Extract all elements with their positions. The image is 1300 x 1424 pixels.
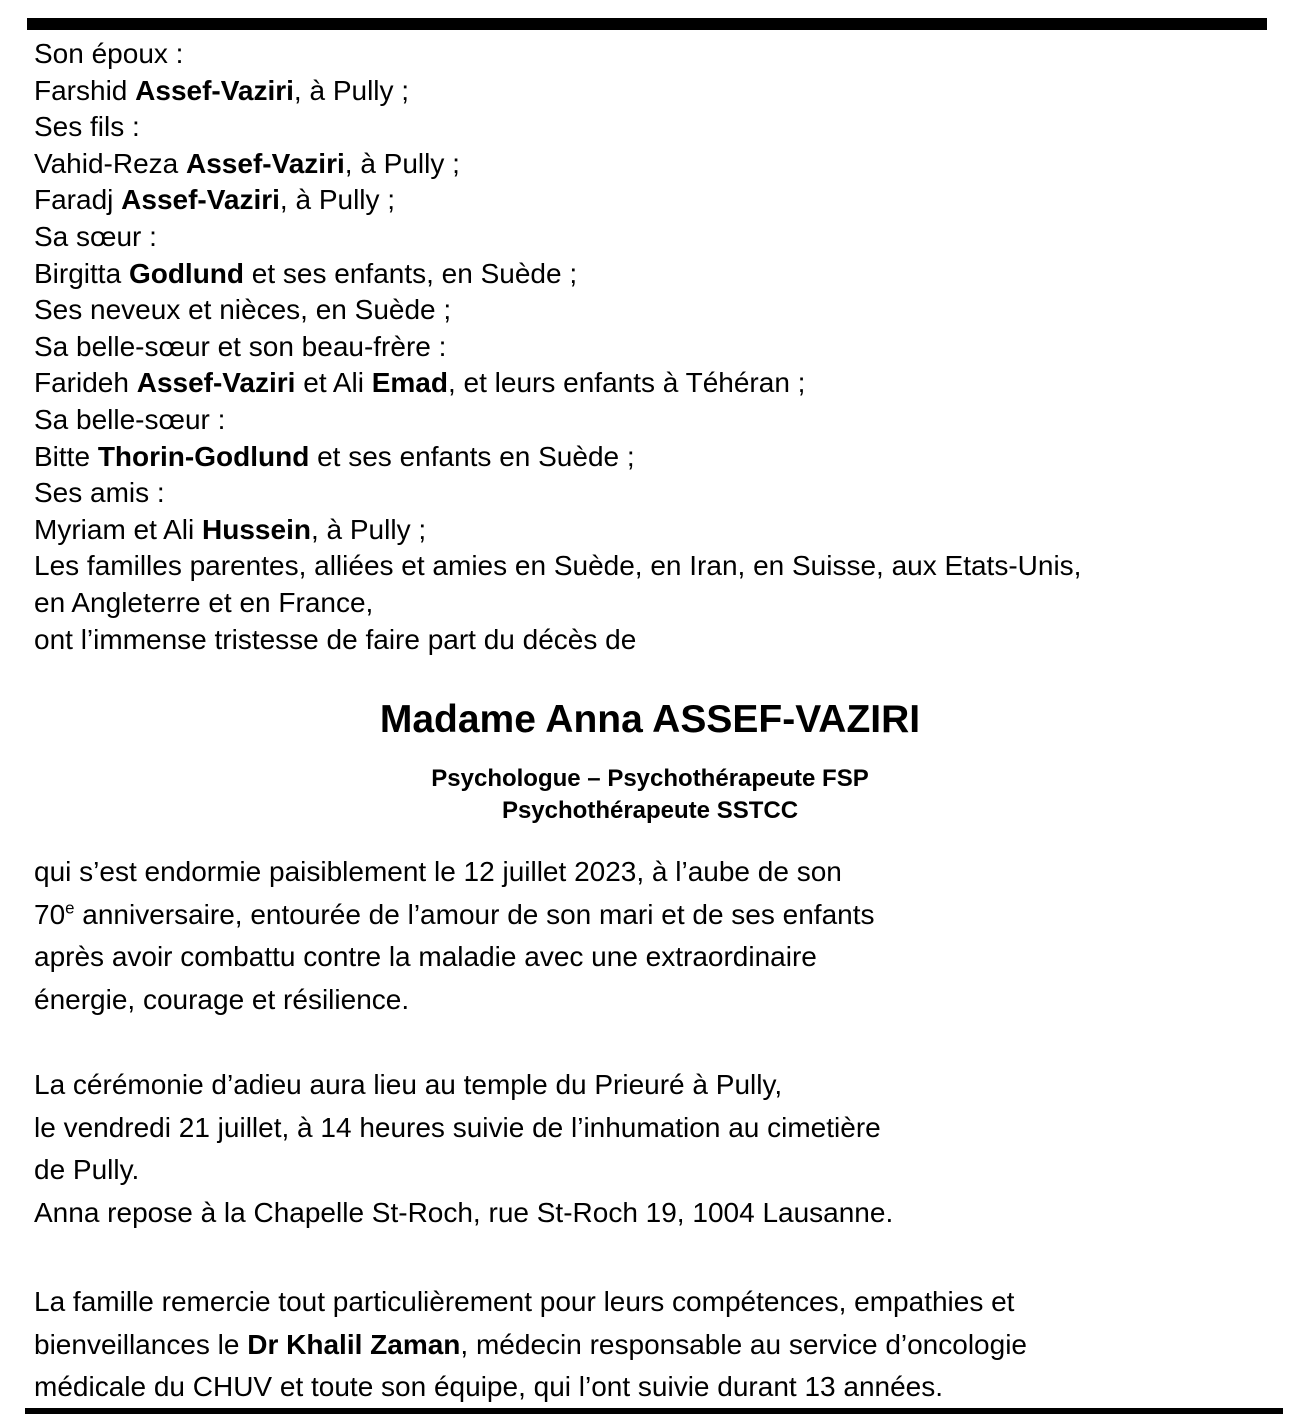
- text-line: Sa sœur :: [34, 220, 157, 252]
- text-line: Sa belle-sœur :: [34, 403, 226, 435]
- text-line: Vahid-Reza Assef-Vaziri, à Pully ;: [34, 147, 460, 179]
- family-announcement-block: [34, 36, 1081, 658]
- text-line: Faradj Assef-Vaziri, à Pully ;: [34, 184, 396, 216]
- deceased-name: Madame Anna ASSEF-VAZIRI: [379, 698, 921, 741]
- text-line: Bitte Thorin-Godlund et ses enfants en Suède ;: [34, 440, 635, 472]
- text-line: Farshid Assef-Vaziri, à Pully ;: [34, 74, 410, 106]
- text-line: ont l’immense tristesse de faire part du décès de: [34, 623, 637, 655]
- text-line: La cérémonie d’adieu aura lieu au temple du Prieuré à Pully,: [34, 1069, 783, 1100]
- text-line: Ses fils :: [34, 111, 140, 143]
- thanks-paragraph: [34, 1281, 1027, 1409]
- professional-title-line: Psychologue – Psychothérapeute FSP: [431, 765, 869, 792]
- text-line: Anna repose à la Chapelle St-Roch, rue St-Roch 19, 1004 Lausanne.: [34, 1196, 894, 1228]
- text-line: en Angleterre et en France,: [34, 586, 374, 618]
- professional-titles: [0, 763, 1300, 826]
- text-line: énergie, courage et résilience.: [34, 983, 410, 1015]
- text-line: qui s’est endormie paisiblement le 12 juillet 2023, à l’aube de son: [34, 856, 842, 887]
- death-paragraph: [34, 851, 875, 1021]
- text-line: Son époux :: [34, 38, 184, 69]
- text-line: Ses neveux et nièces, en Suède ;: [34, 294, 452, 326]
- bottom-border-rule: [25, 1408, 1283, 1414]
- text-line: après avoir combattu contre la maladie avec une extraordinaire: [34, 941, 817, 972]
- text-line: Les familles parentes, alliées et amies en Suède, en Iran, en Suisse, aux Etats-Unis,: [34, 550, 1082, 582]
- text-line: de Pully.: [34, 1154, 140, 1185]
- top-border-rule: [27, 18, 1267, 30]
- text-line: 70e anniversaire, entourée de l’amour de son mari et de ses enfants: [34, 898, 875, 930]
- text-line: médicale du CHUV et toute son équipe, qui l’ont suivie durant 13 années.: [34, 1371, 944, 1402]
- text-line: Myriam et Ali Hussein, à Pully ;: [34, 513, 427, 545]
- text-line: Ses amis :: [34, 477, 165, 509]
- text-line: Farideh Assef-Vaziri et Ali Emad, et leurs enfants à Téhéran ;: [34, 367, 806, 399]
- text-line: La famille remercie tout particulièrement pour leurs compétences, empathies et: [34, 1286, 1015, 1317]
- text-line: bienveillances le Dr Khalil Zaman, médecin responsable au service d’oncologie: [34, 1328, 1027, 1360]
- professional-title-line: Psychothérapeute SSTCC: [501, 796, 799, 824]
- text-line: le vendredi 21 juillet, à 14 heures suivie de l’inhumation au cimetière: [34, 1111, 881, 1143]
- text-line: Birgitta Godlund et ses enfants, en Suède ;: [34, 257, 578, 289]
- ceremony-paragraph: [34, 1064, 893, 1234]
- text-line: Sa belle-sœur et son beau-frère :: [34, 330, 447, 362]
